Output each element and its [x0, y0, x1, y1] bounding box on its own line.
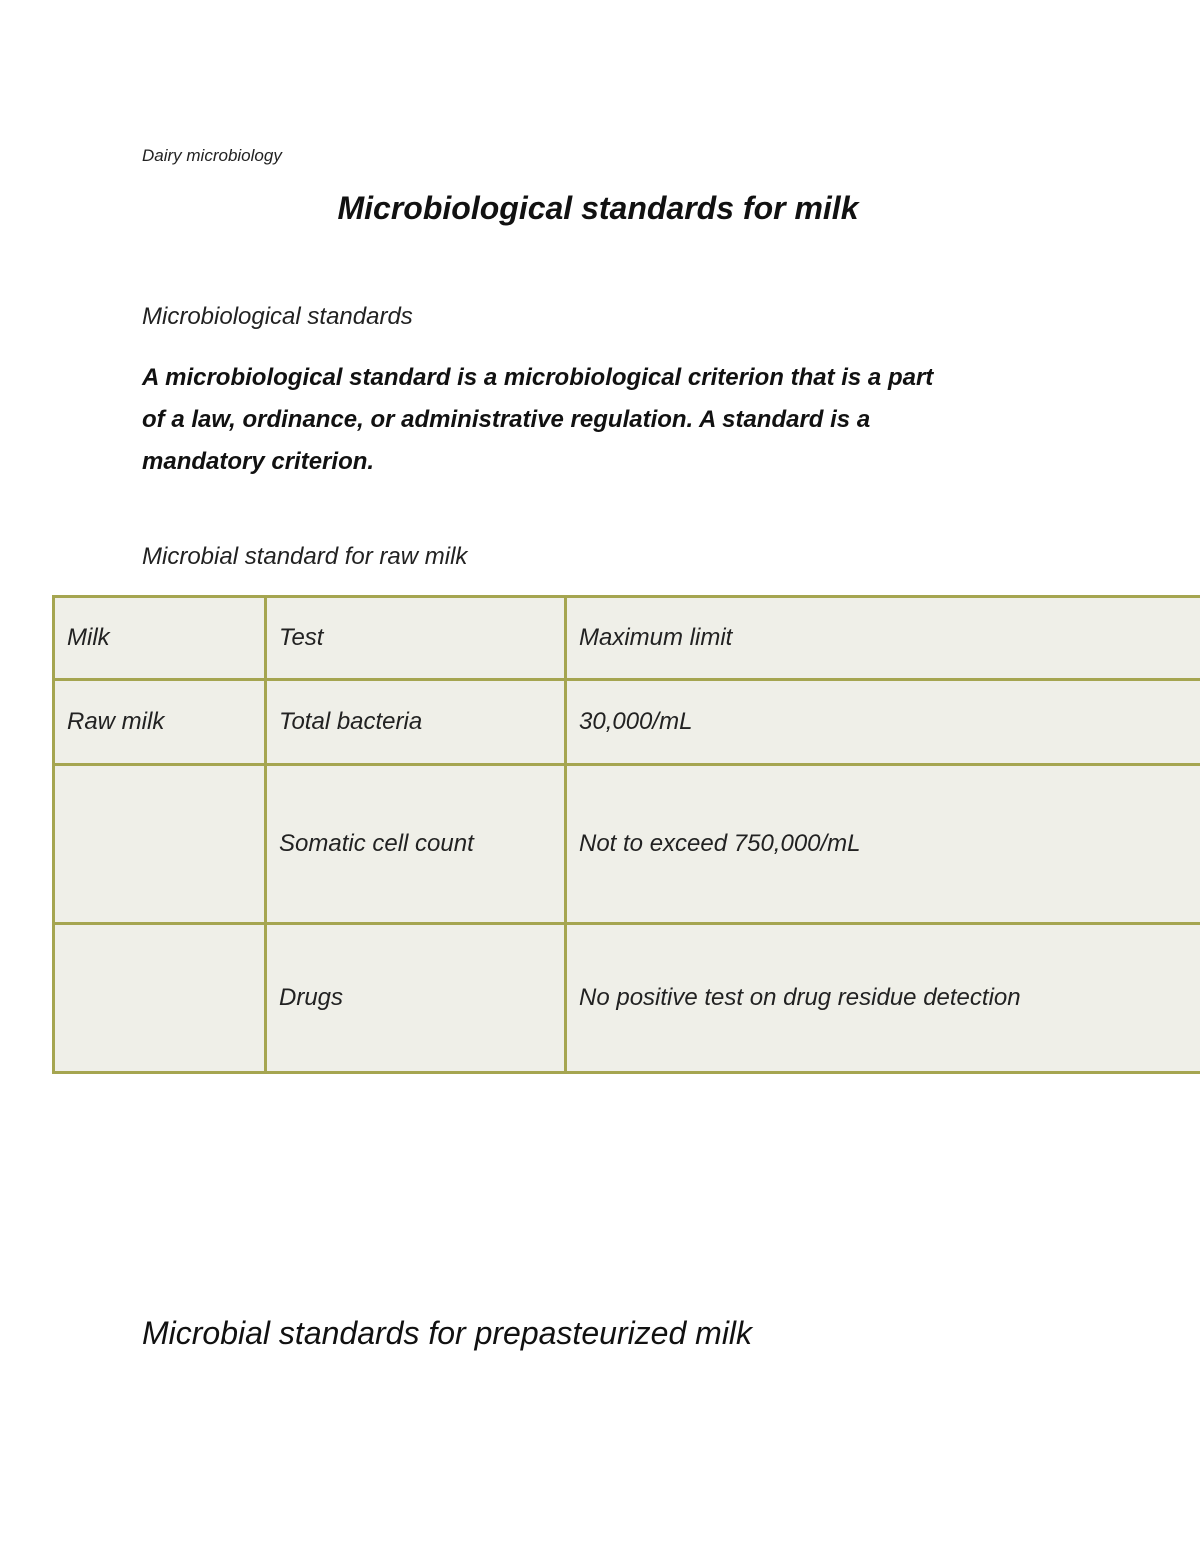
next-section-heading: Microbial standards for prepasteurized milk — [142, 1315, 753, 1351]
table-cell: 30,000/mL — [566, 680, 1200, 765]
page-title: Microbiological standards for milk — [337, 190, 859, 226]
header-cell-milk: Milk — [54, 597, 266, 680]
table-cell: Raw milk — [54, 680, 266, 765]
table-cell — [54, 924, 266, 1073]
table-cell: Total bacteria — [266, 680, 566, 765]
table-row — [54, 924, 1200, 1073]
table-row — [54, 765, 1200, 924]
table-cell — [54, 765, 266, 924]
header-cell-maximum-limit: Maximum limit — [566, 597, 1200, 680]
section-heading: Microbiological standards — [142, 303, 413, 330]
table-header-row — [54, 597, 1200, 680]
table-cell: Not to exceed 750,000/mL — [566, 765, 1200, 924]
table-cell: No positive test on drug residue detection — [566, 924, 1200, 1073]
header-cell-test: Test — [266, 597, 566, 680]
definition-line: A microbiological standard is a microbiological criterion that is a part — [142, 364, 934, 391]
definition-paragraph — [142, 357, 1072, 483]
definition-line: mandatory criterion. — [142, 448, 375, 475]
raw-milk-standards-table — [52, 595, 1200, 1074]
table-row — [54, 680, 1200, 765]
table-caption: Microbial standard for raw milk — [142, 543, 468, 570]
course-label: Dairy microbiology — [142, 146, 282, 165]
table-cell: Somatic cell count — [266, 765, 566, 924]
definition-line: of a law, ordinance, or administrative regulation. A standard is a — [142, 406, 871, 433]
table-cell: Drugs — [266, 924, 566, 1073]
